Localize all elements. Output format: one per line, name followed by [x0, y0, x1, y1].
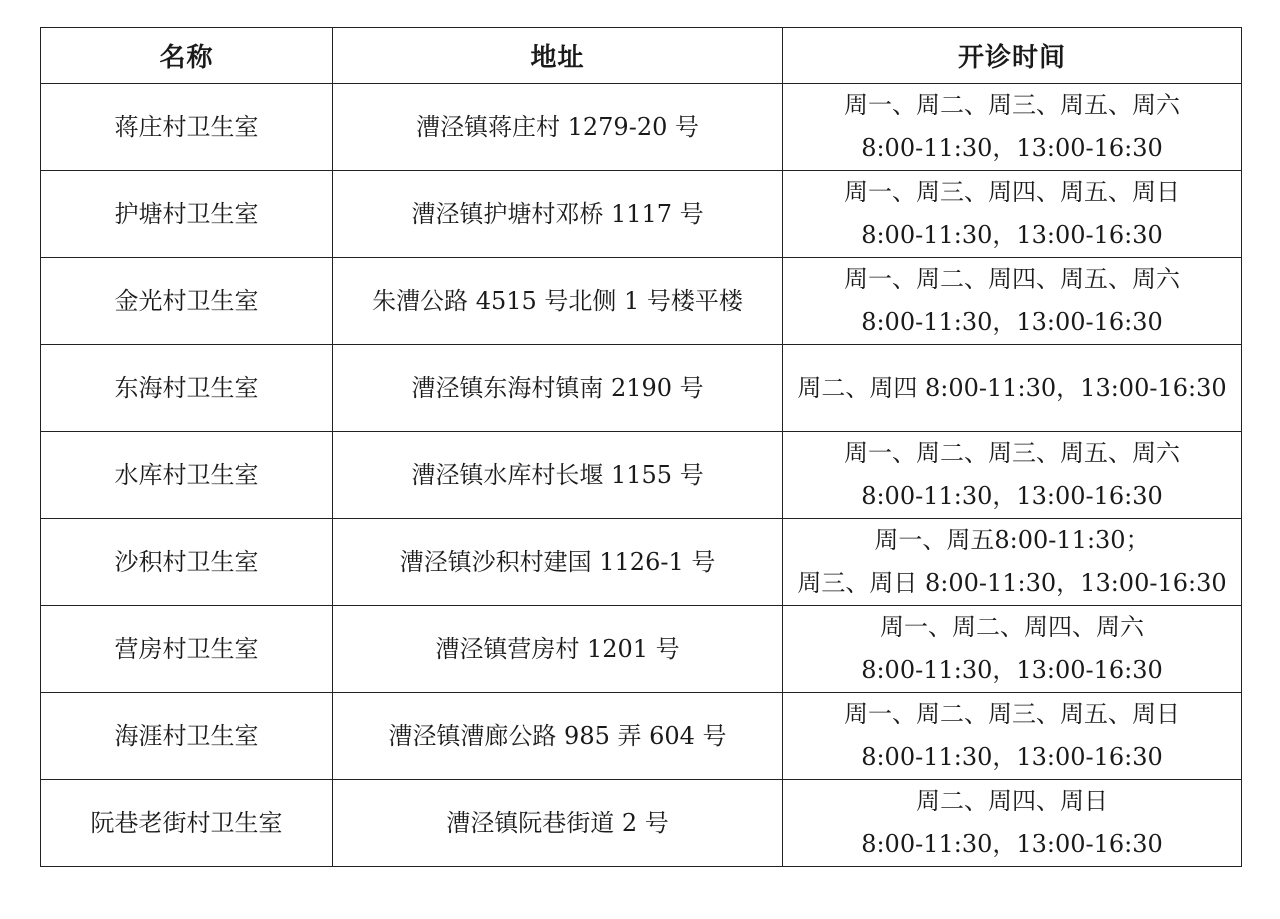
- clinic-hours-cell: [783, 606, 1242, 693]
- clinic-address-cell: 漕泾镇阮巷街道 2 号: [333, 780, 783, 867]
- hours-line: 周一、周二、周三、周五、周六: [844, 91, 1180, 119]
- clinic-hours-cell: [783, 519, 1242, 606]
- clinic-name-cell: 东海村卫生室: [41, 345, 333, 432]
- table-row: [41, 345, 1242, 432]
- table-row: [41, 693, 1242, 780]
- table-row: [41, 519, 1242, 606]
- clinic-name-cell: 沙积村卫生室: [41, 519, 333, 606]
- header-row: [41, 28, 1242, 84]
- clinic-hours-cell: [783, 432, 1242, 519]
- table-row: [41, 606, 1242, 693]
- clinic-address-cell: 漕泾镇水库村长堰 1155 号: [333, 432, 783, 519]
- hours-line: 周一、周二、周四、周五、周六: [844, 265, 1180, 293]
- table-row: [41, 84, 1242, 171]
- clinic-hours-cell: [783, 345, 1242, 432]
- hours-line: 8:00-11:30，13:00-16:30: [861, 221, 1163, 249]
- hours-line: 周一、周二、周四、周六: [880, 613, 1144, 641]
- clinic-hours-cell: [783, 171, 1242, 258]
- hours-line: 周一、周二、周三、周五、周日: [844, 700, 1180, 728]
- hours-line: 周二、周四、周日: [916, 787, 1108, 815]
- clinic-name-cell: 护塘村卫生室: [41, 171, 333, 258]
- table-row: [41, 432, 1242, 519]
- header-name: 名称: [41, 28, 333, 84]
- hours-line: 周三、周日 8:00-11:30，13:00-16:30: [797, 569, 1227, 597]
- clinic-address-cell: 漕泾镇护塘村邓桥 1117 号: [333, 171, 783, 258]
- hours-line: 8:00-11:30，13:00-16:30: [861, 482, 1163, 510]
- clinic-address-cell: 漕泾镇沙积村建国 1126-1 号: [333, 519, 783, 606]
- clinic-hours-cell: [783, 84, 1242, 171]
- table-body: [41, 84, 1242, 867]
- clinic-name-cell: 水库村卫生室: [41, 432, 333, 519]
- clinic-address-cell: 漕泾镇漕廊公路 985 弄 604 号: [333, 693, 783, 780]
- hours-line: 8:00-11:30，13:00-16:30: [861, 743, 1163, 771]
- hours-line: 周一、周五8:00-11:30；: [874, 526, 1150, 554]
- clinic-hours-cell: [783, 258, 1242, 345]
- hours-line: 周一、周二、周三、周五、周六: [844, 439, 1180, 467]
- clinic-name-cell: 阮巷老街村卫生室: [41, 780, 333, 867]
- clinic-address-cell: 漕泾镇营房村 1201 号: [333, 606, 783, 693]
- hours-line: 8:00-11:30，13:00-16:30: [861, 830, 1163, 858]
- table-header: [41, 28, 1242, 84]
- clinic-hours-cell: [783, 693, 1242, 780]
- hours-line: 8:00-11:30，13:00-16:30: [861, 134, 1163, 162]
- clinic-name-cell: 营房村卫生室: [41, 606, 333, 693]
- clinic-hours-cell: [783, 780, 1242, 867]
- clinic-address-cell: 漕泾镇东海村镇南 2190 号: [333, 345, 783, 432]
- clinic-name-cell: 海涯村卫生室: [41, 693, 333, 780]
- table-row: [41, 171, 1242, 258]
- header-address: 地址: [333, 28, 783, 84]
- clinic-address-cell: 漕泾镇蒋庄村 1279-20 号: [333, 84, 783, 171]
- clinic-name-cell: 金光村卫生室: [41, 258, 333, 345]
- hours-line: 周二、周四 8:00-11:30，13:00-16:30: [797, 373, 1227, 402]
- hours-line: 8:00-11:30，13:00-16:30: [861, 656, 1163, 684]
- table-row: [41, 780, 1242, 867]
- hours-line: 8:00-11:30，13:00-16:30: [861, 308, 1163, 336]
- header-hours: 开诊时间: [783, 28, 1242, 84]
- table-row: [41, 258, 1242, 345]
- clinic-name-cell: 蒋庄村卫生室: [41, 84, 333, 171]
- hours-line: 周一、周三、周四、周五、周日: [844, 178, 1180, 206]
- clinic-hours-table: [40, 27, 1242, 867]
- clinic-address-cell: 朱漕公路 4515 号北侧 1 号楼平楼: [333, 258, 783, 345]
